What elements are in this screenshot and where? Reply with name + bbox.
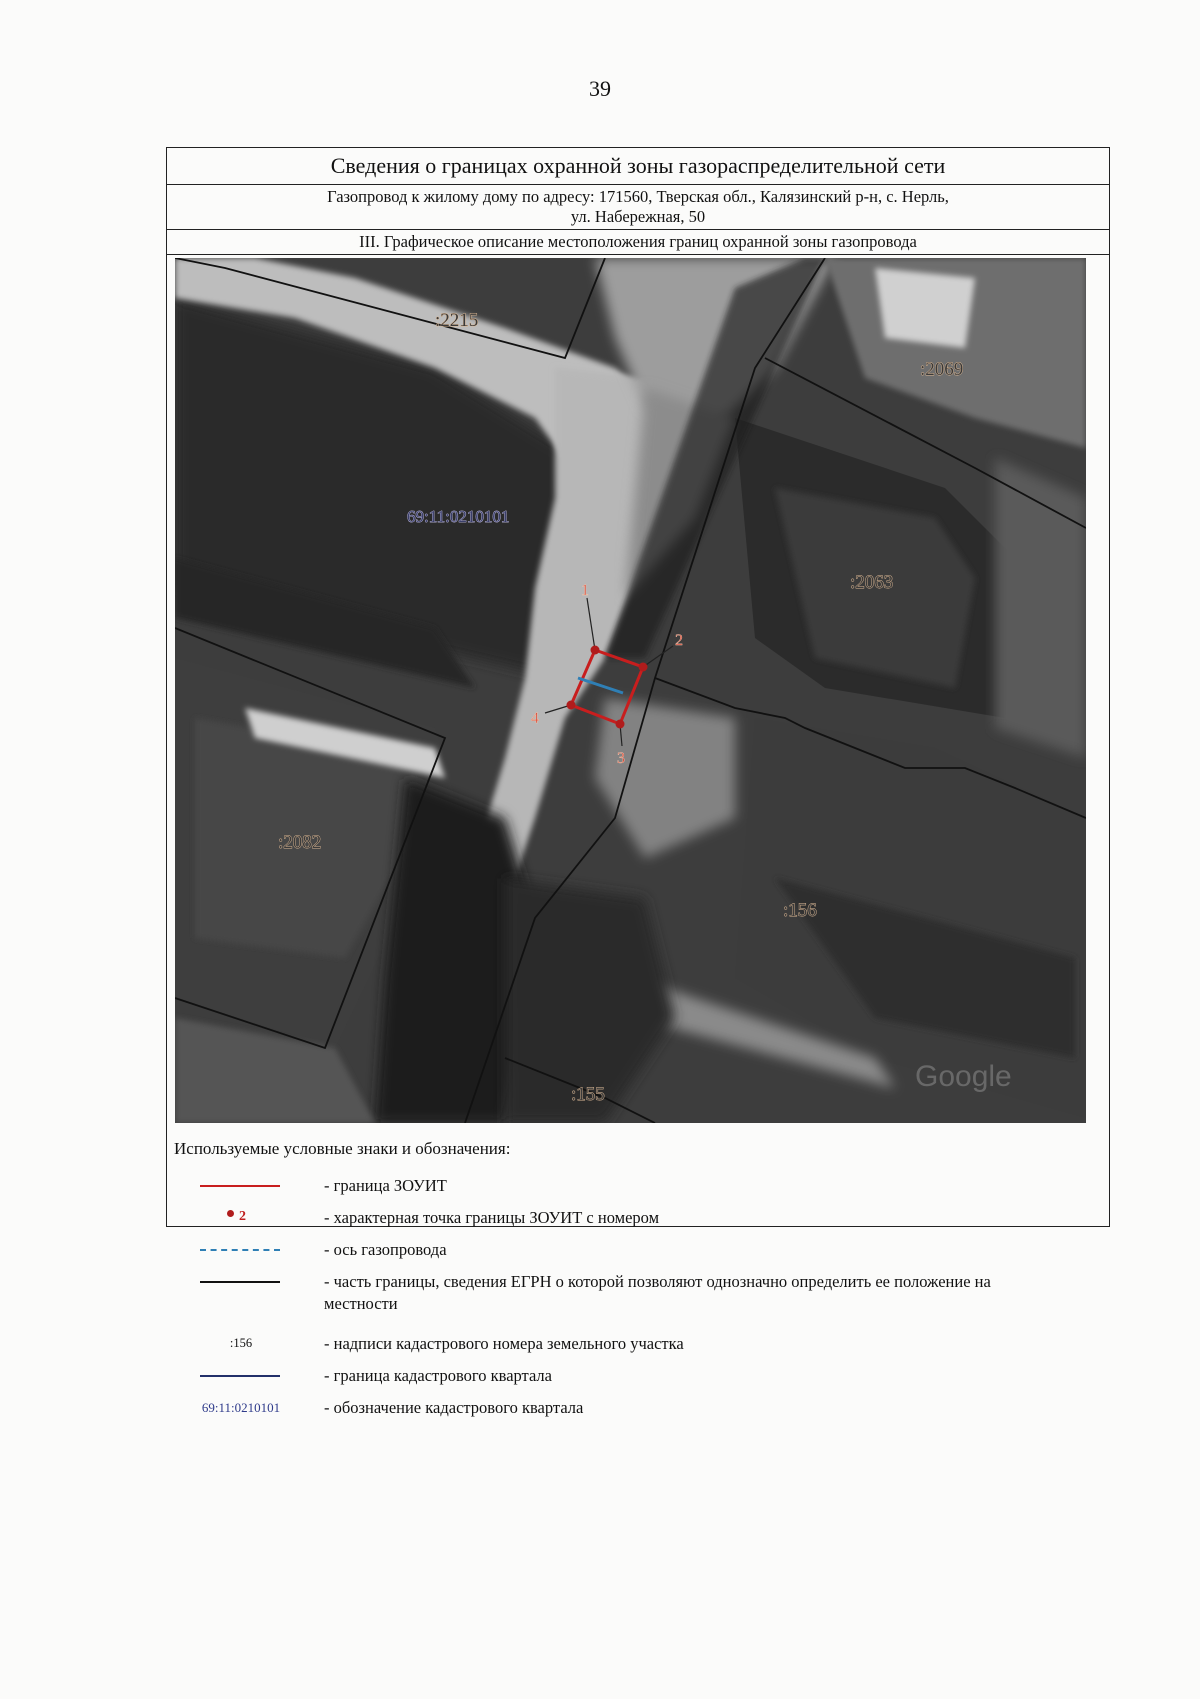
legend-item-quarter-boundary	[174, 1362, 1094, 1388]
legend-text: - ось газопровода	[324, 1240, 447, 1259]
object-line-2: ул. Набережная, 50	[570, 207, 706, 226]
legend-text: - граница кадастрового квартала	[324, 1366, 552, 1385]
red-point-symbol	[186, 1204, 286, 1230]
page-number: 39	[589, 76, 611, 101]
section-title: III. Графическое описание местоположения границ охранной зоны газопровода	[167, 230, 1109, 255]
point-label-3: 3	[617, 750, 625, 767]
parcel-label-155: :155	[571, 1084, 605, 1105]
boundary-point-3	[616, 720, 625, 729]
object-description	[167, 184, 1109, 230]
parcel-label-2063: :2063	[850, 572, 894, 593]
legend-text: - граница ЗОУИТ	[324, 1176, 447, 1195]
parcel-number-sample: :156	[229, 1336, 253, 1350]
quarter-number-sample: 69:11:0210101	[201, 1400, 281, 1415]
legend-item-zouit-boundary	[174, 1172, 1094, 1198]
blue-dashed-symbol	[186, 1236, 286, 1262]
parcel-label-156: :156	[783, 900, 817, 921]
map-sheet	[166, 147, 1110, 1227]
google-watermark: Google	[915, 1060, 1012, 1093]
point-label-1: 1	[581, 582, 589, 599]
parcel-label-2082: :2082	[278, 832, 322, 853]
legend-item-boundary-point	[174, 1204, 1094, 1230]
boundary-point-1	[591, 646, 600, 655]
point-label-2: 2	[675, 632, 683, 649]
map-canvas	[175, 258, 1086, 1123]
point-symbol-number: 2	[239, 1209, 246, 1224]
legend-item-egrn-boundary	[174, 1268, 1094, 1318]
legend-text: - обозначение кадастрового квартала	[324, 1398, 584, 1417]
legend-title: Используемые условные знаки и обозначения:	[174, 1139, 511, 1158]
sheet-title: Сведения о границах охранной зоны газораспределительной сети	[167, 148, 1109, 185]
parcel-label-2215: :2215	[435, 310, 479, 331]
legend-text: - часть границы, сведения ЕГРН о которой позволяют однозначно определить ее положение на местности	[324, 1272, 991, 1313]
parcel-label-2069: :2069	[920, 359, 964, 380]
object-line-1: Газопровод к жилому дому по адресу: 171560, Тверская обл., Калязинский р-н, с. Нерль,	[327, 187, 949, 206]
point-label-4: 4	[531, 710, 539, 727]
legend-text: - характерная точка границы ЗОУИТ с номером	[324, 1208, 660, 1227]
legend-item-parcel-number	[174, 1330, 1094, 1356]
legend-text: - надписи кадастрового номера земельного участка	[324, 1334, 684, 1353]
boundary-point-2	[639, 663, 648, 672]
legend-item-pipeline-axis	[174, 1236, 1094, 1262]
boundary-point-4	[567, 701, 576, 710]
black-line-symbol	[186, 1268, 286, 1294]
legend-item-quarter-number	[174, 1394, 1094, 1420]
aerial-imagery	[175, 258, 1086, 1123]
navy-line-symbol	[186, 1362, 286, 1388]
quarter-label: 69:11:0210101	[407, 507, 510, 526]
red-line-symbol	[186, 1172, 286, 1198]
satellite-map[interactable]	[175, 258, 1086, 1123]
parcel-number-symbol	[186, 1330, 286, 1356]
quarter-number-symbol	[186, 1394, 286, 1420]
